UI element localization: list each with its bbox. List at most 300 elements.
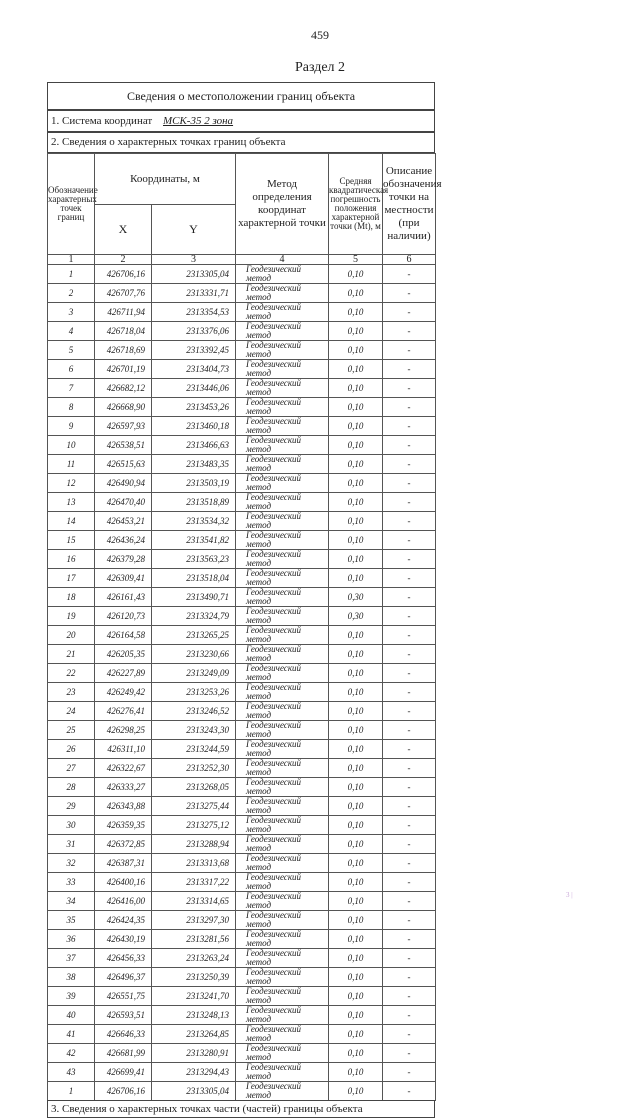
description-cell: -: [383, 1044, 436, 1063]
description-cell: -: [383, 588, 436, 607]
table-row: [48, 493, 436, 512]
table-row: [48, 1044, 436, 1063]
description-cell: -: [383, 341, 436, 360]
description-cell: -: [383, 360, 436, 379]
method-cell: Геодезический метод: [236, 835, 329, 854]
point-number-cell: 37: [48, 949, 95, 968]
description-cell: -: [383, 683, 436, 702]
x-coordinate-cell: 426597,93: [95, 417, 152, 436]
point-number-cell: 22: [48, 664, 95, 683]
method-cell: Геодезический метод: [236, 436, 329, 455]
point-number-cell: 9: [48, 417, 95, 436]
y-coordinate-cell: 2313305,04: [152, 1082, 236, 1101]
y-coordinate-cell: 2313250,39: [152, 968, 236, 987]
y-coordinate-cell: 2313275,44: [152, 797, 236, 816]
y-coordinate-cell: 2313404,73: [152, 360, 236, 379]
description-cell: -: [383, 645, 436, 664]
y-coordinate-cell: 2313264,85: [152, 1025, 236, 1044]
error-value-cell: 0,10: [329, 417, 383, 436]
error-value-cell: 0,10: [329, 797, 383, 816]
method-cell: Геодезический метод: [236, 778, 329, 797]
coordinate-system-row: [47, 110, 435, 132]
column-number-cell: 2: [95, 255, 152, 265]
point-number-cell: 18: [48, 588, 95, 607]
x-coordinate-cell: 426322,67: [95, 759, 152, 778]
point-number-cell: 25: [48, 721, 95, 740]
method-cell: Геодезический метод: [236, 873, 329, 892]
error-value-cell: 0,10: [329, 550, 383, 569]
y-coordinate-cell: 2313230,66: [152, 645, 236, 664]
error-value-cell: 0,10: [329, 1082, 383, 1101]
document-title: Сведения о местоположении границ объекта: [47, 82, 435, 110]
description-cell: -: [383, 569, 436, 588]
point-number-cell: 10: [48, 436, 95, 455]
table-row: [48, 1063, 436, 1082]
error-value-cell: 0,10: [329, 816, 383, 835]
method-cell: Геодезический метод: [236, 702, 329, 721]
error-value-cell: 0,30: [329, 588, 383, 607]
y-coordinate-cell: 2313248,13: [152, 1006, 236, 1025]
y-coordinate-cell: 2313460,18: [152, 417, 236, 436]
error-value-cell: 0,10: [329, 721, 383, 740]
y-coordinate-cell: 2313244,59: [152, 740, 236, 759]
x-coordinate-cell: 426718,69: [95, 341, 152, 360]
description-cell: -: [383, 455, 436, 474]
description-cell: -: [383, 493, 436, 512]
method-cell: Геодезический метод: [236, 569, 329, 588]
point-number-cell: 15: [48, 531, 95, 550]
y-coordinate-cell: 2313466,63: [152, 436, 236, 455]
table-row: [48, 379, 436, 398]
description-cell: -: [383, 512, 436, 531]
point-number-cell: 12: [48, 474, 95, 493]
table-row: [48, 835, 436, 854]
table-row: [48, 873, 436, 892]
method-cell: Геодезический метод: [236, 455, 329, 474]
x-coordinate-cell: 426333,27: [95, 778, 152, 797]
table-row: [48, 759, 436, 778]
column-number-cell: 3: [152, 255, 236, 265]
y-coordinate-cell: 2313490,71: [152, 588, 236, 607]
x-coordinate-cell: 426436,24: [95, 531, 152, 550]
point-number-cell: 33: [48, 873, 95, 892]
x-coordinate-cell: 426387,31: [95, 854, 152, 873]
point-number-cell: 43: [48, 1063, 95, 1082]
y-coordinate-cell: 2313314,65: [152, 892, 236, 911]
method-cell: Геодезический метод: [236, 284, 329, 303]
y-coordinate-cell: 2313354,53: [152, 303, 236, 322]
description-cell: -: [383, 873, 436, 892]
x-coordinate-cell: 426311,10: [95, 740, 152, 759]
table-row: [48, 341, 436, 360]
description-cell: -: [383, 398, 436, 417]
error-value-cell: 0,10: [329, 949, 383, 968]
description-cell: -: [383, 550, 436, 569]
method-cell: Геодезический метод: [236, 607, 329, 626]
method-cell: Геодезический метод: [236, 911, 329, 930]
method-cell: Геодезический метод: [236, 360, 329, 379]
description-cell: -: [383, 968, 436, 987]
table-row: [48, 1082, 436, 1101]
table-row: [48, 740, 436, 759]
point-number-cell: 26: [48, 740, 95, 759]
error-value-cell: 0,10: [329, 759, 383, 778]
table-row: [48, 702, 436, 721]
x-coordinate-cell: 426430,19: [95, 930, 152, 949]
x-coordinate-cell: 426682,12: [95, 379, 152, 398]
table-row: [48, 911, 436, 930]
y-coordinate-cell: 2313518,89: [152, 493, 236, 512]
table-row: [48, 455, 436, 474]
method-cell: Геодезический метод: [236, 1025, 329, 1044]
y-coordinate-cell: 2313563,23: [152, 550, 236, 569]
description-cell: -: [383, 474, 436, 493]
error-value-cell: 0,10: [329, 740, 383, 759]
error-value-cell: 0,10: [329, 493, 383, 512]
table-row: [48, 645, 436, 664]
error-value-cell: 0,10: [329, 265, 383, 284]
description-cell: -: [383, 911, 436, 930]
y-coordinate-cell: 2313392,45: [152, 341, 236, 360]
point-number-cell: 23: [48, 683, 95, 702]
description-cell: -: [383, 854, 436, 873]
description-cell: -: [383, 303, 436, 322]
error-value-cell: 0,10: [329, 854, 383, 873]
point-number-cell: 11: [48, 455, 95, 474]
description-cell: -: [383, 436, 436, 455]
table-row: [48, 930, 436, 949]
table-row: [48, 664, 436, 683]
point-number-cell: 42: [48, 1044, 95, 1063]
method-cell: Геодезический метод: [236, 512, 329, 531]
y-coordinate-cell: 2313518,04: [152, 569, 236, 588]
y-coordinate-cell: 2313249,09: [152, 664, 236, 683]
x-coordinate-cell: 426706,16: [95, 265, 152, 284]
x-coordinate-cell: 426298,25: [95, 721, 152, 740]
error-value-cell: 0,10: [329, 873, 383, 892]
description-cell: -: [383, 721, 436, 740]
method-cell: Геодезический метод: [236, 816, 329, 835]
description-cell: -: [383, 816, 436, 835]
column-numbers-row: [48, 255, 436, 265]
table-row: [48, 550, 436, 569]
x-coordinate-cell: 426699,41: [95, 1063, 152, 1082]
method-cell: Геодезический метод: [236, 398, 329, 417]
table-row: [48, 360, 436, 379]
point-number-cell: 14: [48, 512, 95, 531]
error-value-cell: 0,10: [329, 930, 383, 949]
x-coordinate-cell: 426205,35: [95, 645, 152, 664]
point-number-cell: 2: [48, 284, 95, 303]
y-coordinate-cell: 2313541,82: [152, 531, 236, 550]
method-cell: Геодезический метод: [236, 759, 329, 778]
y-coordinate-cell: 2313268,05: [152, 778, 236, 797]
point-number-cell: 32: [48, 854, 95, 873]
description-cell: -: [383, 531, 436, 550]
column-number-cell: 6: [383, 255, 436, 265]
method-cell: Геодезический метод: [236, 588, 329, 607]
y-coordinate-cell: 2313297,30: [152, 911, 236, 930]
description-cell: -: [383, 607, 436, 626]
x-coordinate-cell: 426161,43: [95, 588, 152, 607]
method-cell: Геодезический метод: [236, 1063, 329, 1082]
point-number-cell: 17: [48, 569, 95, 588]
error-value-cell: 0,10: [329, 322, 383, 341]
y-coordinate-cell: 2313281,56: [152, 930, 236, 949]
method-cell: Геодезический метод: [236, 1044, 329, 1063]
description-cell: -: [383, 835, 436, 854]
header-method: Метод определения координат характерной точки: [236, 154, 329, 255]
method-cell: Геодезический метод: [236, 303, 329, 322]
x-coordinate-cell: 426309,41: [95, 569, 152, 588]
x-coordinate-cell: 426593,51: [95, 1006, 152, 1025]
table-row: [48, 607, 436, 626]
y-coordinate-cell: 2313294,43: [152, 1063, 236, 1082]
error-value-cell: 0,10: [329, 360, 383, 379]
y-coordinate-cell: 2313263,24: [152, 949, 236, 968]
description-cell: -: [383, 379, 436, 398]
error-value-cell: 0,10: [329, 455, 383, 474]
description-cell: -: [383, 1063, 436, 1082]
error-value-cell: 0,10: [329, 645, 383, 664]
x-coordinate-cell: 426496,37: [95, 968, 152, 987]
y-coordinate-cell: 2313503,19: [152, 474, 236, 493]
x-coordinate-cell: 426249,42: [95, 683, 152, 702]
description-cell: -: [383, 702, 436, 721]
error-value-cell: 0,10: [329, 341, 383, 360]
description-cell: -: [383, 265, 436, 284]
method-cell: Геодезический метод: [236, 531, 329, 550]
x-coordinate-cell: 426424,35: [95, 911, 152, 930]
table-row: [48, 968, 436, 987]
point-number-cell: 3: [48, 303, 95, 322]
x-coordinate-cell: 426343,88: [95, 797, 152, 816]
y-coordinate-cell: 2313252,30: [152, 759, 236, 778]
description-cell: -: [383, 626, 436, 645]
description-cell: -: [383, 949, 436, 968]
y-coordinate-cell: 2313246,52: [152, 702, 236, 721]
y-coordinate-cell: 2313265,25: [152, 626, 236, 645]
error-value-cell: 0,10: [329, 835, 383, 854]
x-coordinate-cell: 426711,94: [95, 303, 152, 322]
point-number-cell: 27: [48, 759, 95, 778]
method-cell: Геодезический метод: [236, 493, 329, 512]
error-value-cell: 0,10: [329, 379, 383, 398]
x-coordinate-cell: 426227,89: [95, 664, 152, 683]
description-cell: -: [383, 778, 436, 797]
x-coordinate-cell: 426379,28: [95, 550, 152, 569]
error-value-cell: 0,10: [329, 987, 383, 1006]
subsection-2-title: 2. Сведения о характерных точках границ объекта: [47, 132, 435, 153]
column-number-cell: 1: [48, 255, 95, 265]
description-cell: -: [383, 892, 436, 911]
header-description: Описание обозначения точки на местности (при наличии): [383, 154, 436, 255]
method-cell: Геодезический метод: [236, 322, 329, 341]
coordinate-system-label: 1. Система координат: [51, 115, 153, 127]
error-value-cell: 0,10: [329, 1025, 383, 1044]
section-title: Раздел 2: [294, 60, 346, 75]
x-coordinate-cell: 426515,63: [95, 455, 152, 474]
x-coordinate-cell: 426551,75: [95, 987, 152, 1006]
method-cell: Геодезический метод: [236, 474, 329, 493]
method-cell: Геодезический метод: [236, 645, 329, 664]
point-number-cell: 38: [48, 968, 95, 987]
error-value-cell: 0,10: [329, 284, 383, 303]
x-coordinate-cell: 426707,76: [95, 284, 152, 303]
column-number-cell: 4: [236, 255, 329, 265]
y-coordinate-cell: 2313253,26: [152, 683, 236, 702]
description-cell: -: [383, 797, 436, 816]
description-cell: -: [383, 322, 436, 341]
y-coordinate-cell: 2313324,79: [152, 607, 236, 626]
x-coordinate-cell: 426359,35: [95, 816, 152, 835]
method-cell: Геодезический метод: [236, 987, 329, 1006]
table-row: [48, 892, 436, 911]
point-number-cell: 35: [48, 911, 95, 930]
method-cell: Геодезический метод: [236, 683, 329, 702]
point-number-cell: 13: [48, 493, 95, 512]
table-row: [48, 265, 436, 284]
point-number-cell: 24: [48, 702, 95, 721]
table-row: [48, 569, 436, 588]
method-cell: Геодезический метод: [236, 968, 329, 987]
table-row: [48, 626, 436, 645]
point-number-cell: 16: [48, 550, 95, 569]
method-cell: Геодезический метод: [236, 930, 329, 949]
x-coordinate-cell: 426456,33: [95, 949, 152, 968]
point-number-cell: 28: [48, 778, 95, 797]
error-value-cell: 0,10: [329, 398, 383, 417]
y-coordinate-cell: 2313483,35: [152, 455, 236, 474]
header-coordinates: Координаты, м: [95, 154, 236, 205]
subsection-3-title: 3. Сведения о характерных точках части (частей) границы объекта: [47, 1100, 435, 1118]
error-value-cell: 0,10: [329, 968, 383, 987]
method-cell: Геодезический метод: [236, 265, 329, 284]
description-cell: -: [383, 930, 436, 949]
error-value-cell: 0,10: [329, 436, 383, 455]
method-cell: Геодезический метод: [236, 379, 329, 398]
x-coordinate-cell: 426668,90: [95, 398, 152, 417]
x-coordinate-cell: 426416,00: [95, 892, 152, 911]
y-coordinate-cell: 2313313,68: [152, 854, 236, 873]
x-coordinate-cell: 426701,19: [95, 360, 152, 379]
header-y: Y: [152, 205, 236, 255]
description-cell: -: [383, 284, 436, 303]
table-row: [48, 436, 436, 455]
y-coordinate-cell: 2313305,04: [152, 265, 236, 284]
table-row: [48, 987, 436, 1006]
method-cell: Геодезический метод: [236, 626, 329, 645]
method-cell: Геодезический метод: [236, 949, 329, 968]
error-value-cell: 0,10: [329, 569, 383, 588]
coordinate-system-value: МСК-35 2 зона: [162, 115, 234, 127]
description-cell: -: [383, 664, 436, 683]
error-value-cell: 0,10: [329, 778, 383, 797]
description-cell: -: [383, 1006, 436, 1025]
x-coordinate-cell: 426453,21: [95, 512, 152, 531]
y-coordinate-cell: 2313446,06: [152, 379, 236, 398]
y-coordinate-cell: 2313243,30: [152, 721, 236, 740]
x-coordinate-cell: 426538,51: [95, 436, 152, 455]
point-number-cell: 31: [48, 835, 95, 854]
method-cell: Геодезический метод: [236, 664, 329, 683]
table-row: [48, 721, 436, 740]
table-row: [48, 588, 436, 607]
y-coordinate-cell: 2313275,12: [152, 816, 236, 835]
y-coordinate-cell: 2313453,26: [152, 398, 236, 417]
error-value-cell: 0,10: [329, 683, 383, 702]
y-coordinate-cell: 2313317,22: [152, 873, 236, 892]
error-value-cell: 0,10: [329, 911, 383, 930]
point-number-cell: 34: [48, 892, 95, 911]
table-row: [48, 797, 436, 816]
y-coordinate-cell: 2313280,91: [152, 1044, 236, 1063]
y-coordinate-cell: 2313534,32: [152, 512, 236, 531]
description-cell: -: [383, 740, 436, 759]
table-row: [48, 1025, 436, 1044]
table-row: [48, 303, 436, 322]
method-cell: Геодезический метод: [236, 550, 329, 569]
table-row: [48, 474, 436, 493]
method-cell: Геодезический метод: [236, 797, 329, 816]
table-row: [48, 398, 436, 417]
point-number-cell: 1: [48, 265, 95, 284]
point-number-cell: 41: [48, 1025, 95, 1044]
point-number-cell: 21: [48, 645, 95, 664]
description-cell: -: [383, 1082, 436, 1101]
point-number-cell: 5: [48, 341, 95, 360]
y-coordinate-cell: 2313241,70: [152, 987, 236, 1006]
point-number-cell: 36: [48, 930, 95, 949]
table-row: [48, 816, 436, 835]
description-cell: -: [383, 759, 436, 778]
point-number-cell: 20: [48, 626, 95, 645]
error-value-cell: 0,10: [329, 1044, 383, 1063]
page-number: 459: [311, 28, 329, 42]
method-cell: Геодезический метод: [236, 1006, 329, 1025]
corner-mark: 3 |: [566, 891, 573, 899]
column-number-cell: 5: [329, 255, 383, 265]
table-row: [48, 531, 436, 550]
table-row: [48, 322, 436, 341]
error-value-cell: 0,10: [329, 531, 383, 550]
x-coordinate-cell: 426372,85: [95, 835, 152, 854]
error-value-cell: 0,10: [329, 892, 383, 911]
error-value-cell: 0,10: [329, 626, 383, 645]
point-number-cell: 8: [48, 398, 95, 417]
point-number-cell: 29: [48, 797, 95, 816]
point-number-cell: 1: [48, 1082, 95, 1101]
method-cell: Геодезический метод: [236, 1082, 329, 1101]
x-coordinate-cell: 426400,16: [95, 873, 152, 892]
table-row: [48, 854, 436, 873]
error-value-cell: 0,10: [329, 1063, 383, 1082]
method-cell: Геодезический метод: [236, 854, 329, 873]
x-coordinate-cell: 426718,04: [95, 322, 152, 341]
y-coordinate-cell: 2313376,06: [152, 322, 236, 341]
method-cell: Геодезический метод: [236, 417, 329, 436]
error-value-cell: 0,10: [329, 303, 383, 322]
table-row: [48, 284, 436, 303]
table-row: [48, 1006, 436, 1025]
x-coordinate-cell: 426646,33: [95, 1025, 152, 1044]
method-cell: Геодезический метод: [236, 341, 329, 360]
x-coordinate-cell: 426706,16: [95, 1082, 152, 1101]
description-cell: -: [383, 417, 436, 436]
x-coordinate-cell: 426490,94: [95, 474, 152, 493]
error-value-cell: 0,10: [329, 474, 383, 493]
error-value-cell: 0,10: [329, 512, 383, 531]
